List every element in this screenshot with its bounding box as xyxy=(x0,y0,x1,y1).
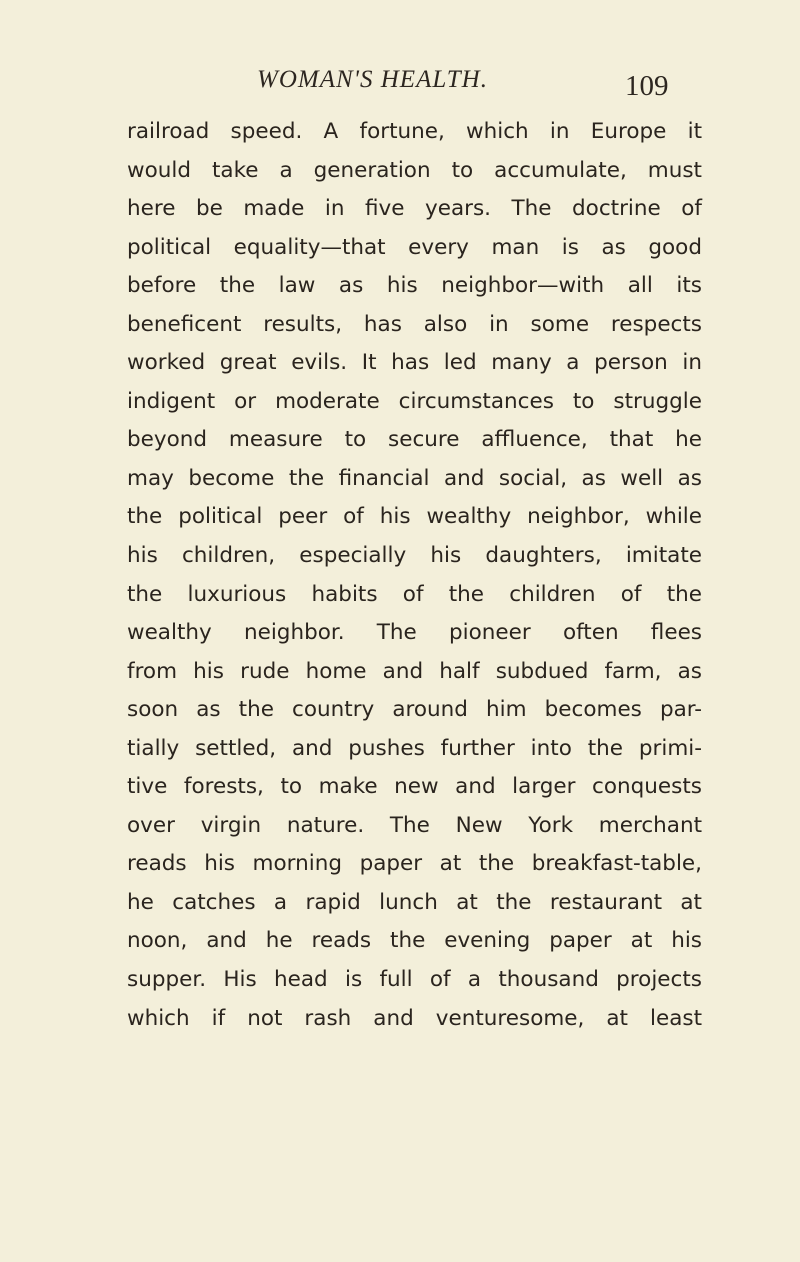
text-line: over virgin nature. The New York merchant xyxy=(127,812,702,838)
running-head-title: WOMAN'S HEALTH. xyxy=(257,66,488,93)
text-line: wealthy neighbor. The pioneer often flees xyxy=(127,620,702,646)
text-line: his children, especially his daughters, imitate xyxy=(127,543,702,569)
text-line: would take a generation to accumulate, must xyxy=(127,157,702,183)
text-line: reads his morning paper at the breakfast-table, xyxy=(127,851,702,877)
text-line: tive forests, to make new and larger conquests xyxy=(127,774,702,800)
text-line: noon, and he reads the evening paper at his xyxy=(127,928,702,954)
text-line: beyond measure to secure affluence, that he xyxy=(127,427,702,453)
text-line: soon as the country around him becomes par- xyxy=(127,697,702,723)
text-line: he catches a rapid lunch at the restaurant at xyxy=(127,889,702,915)
text-line: which if not rash and venturesome, at least xyxy=(127,1005,702,1031)
text-line: railroad speed. A fortune, which in Europe it xyxy=(127,119,702,144)
text-line: political equality—that every man is as good xyxy=(127,234,702,260)
page-number: 109 xyxy=(625,70,669,102)
text-line: may become the financial and social, as well as xyxy=(127,465,702,491)
text-line: beneficent results, has also in some respects xyxy=(127,311,702,337)
text-line: tially settled, and pushes further into the primi- xyxy=(127,735,702,761)
text-line: before the law as his neighbor—with all its xyxy=(127,273,702,299)
text-line: the political peer of his wealthy neighbor, while xyxy=(127,504,702,530)
text-line: worked great evils. It has led many a person in xyxy=(127,350,702,376)
text-line: supper. His head is full of a thousand projects xyxy=(127,967,702,993)
body-paragraph xyxy=(127,113,702,1038)
text-line: indigent or moderate circumstances to struggle xyxy=(127,388,702,414)
text-line: the luxurious habits of the children of the xyxy=(127,581,702,607)
text-line: here be made in five years. The doctrine of xyxy=(127,196,702,222)
text-line: from his rude home and half subdued farm, as xyxy=(127,658,702,684)
